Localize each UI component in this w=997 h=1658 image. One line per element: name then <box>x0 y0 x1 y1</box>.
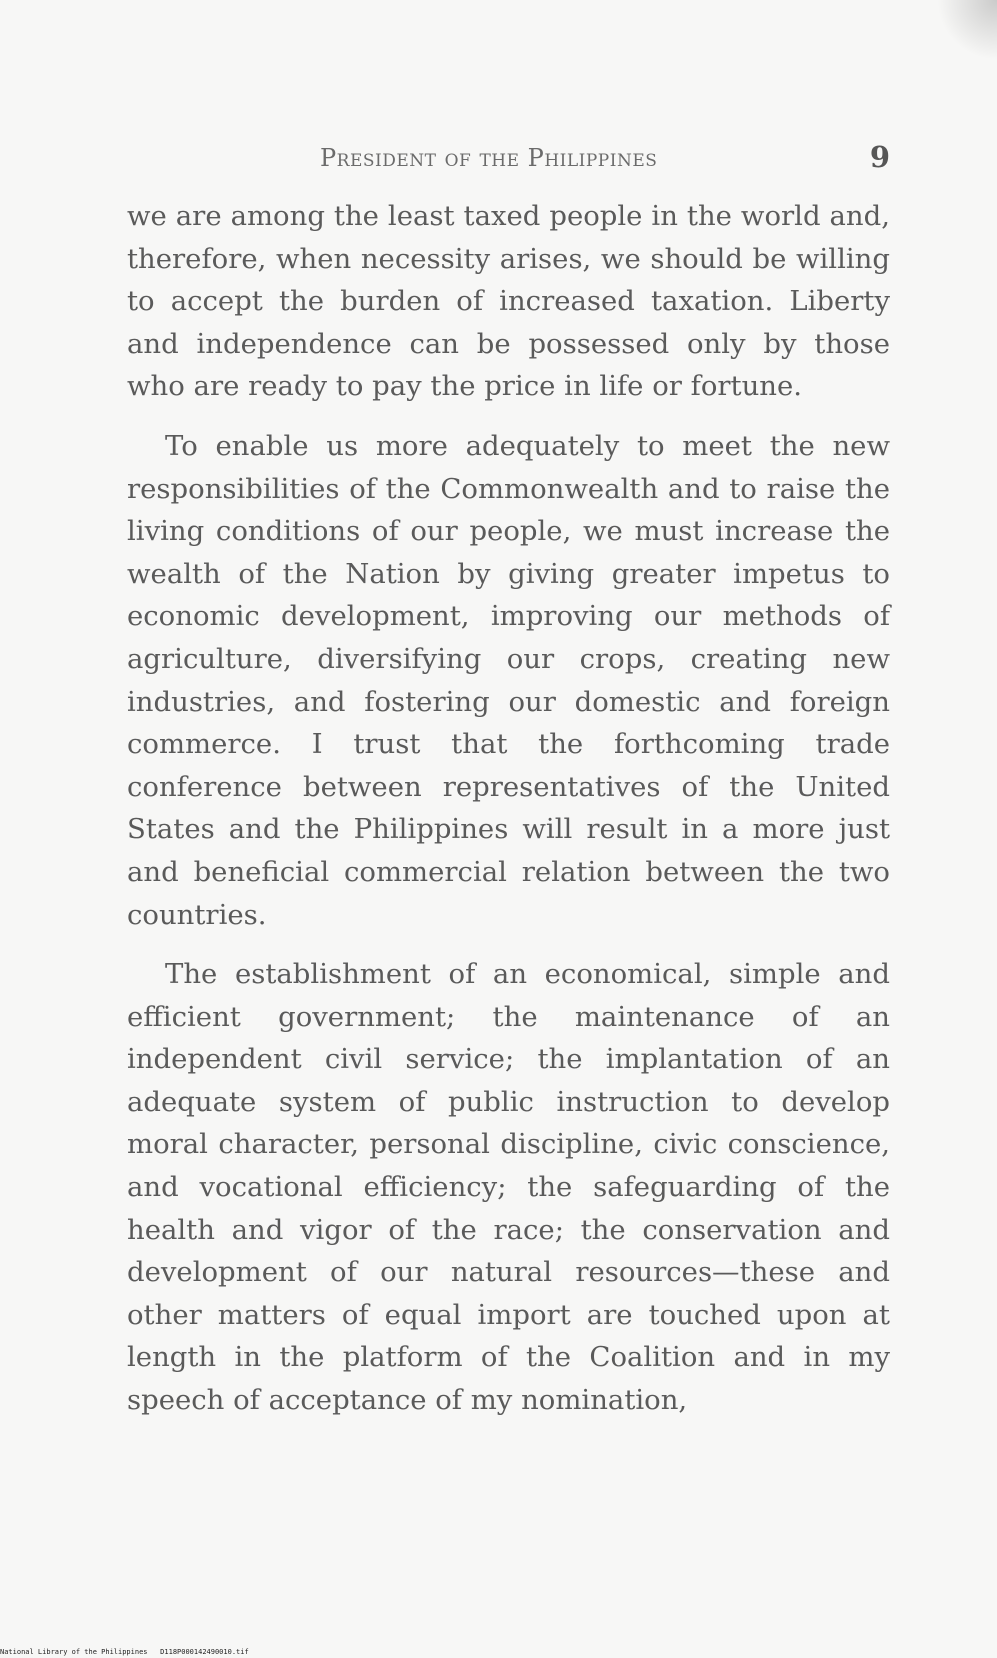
page-number: 9 <box>869 140 890 174</box>
paragraph-economic-development: To enable us more adequately to meet the new responsibilities of the Commonwealth and to raise the living conditions of our people, we must increase the wealth of the Nation by giving greater impetus to economic development, improving our methods of agriculture, diversifying our crops, creating new industries, and fostering our domestic and foreign commerce. I trust that the forthcoming trade conference between representatives of the United States and the Philippines will result in a more just and beneficial commercial relation between the two countries. <box>127 429 890 931</box>
scan-source: National Library of the Philippines <box>0 1648 148 1656</box>
paragraph-government-platform: The establishment of an economical, simple and efficient government; the maintenance of an independent civil service; the implantation of an adequate system of public instruction to develop moral character, personal discipline, civic conscience, and vocational efficiency; the safeguarding of the health and vigor of the race; the conservation and development of our natural resources—these and other matters of equal import are touched upon at length in the platform of the Coalition and in my speech of acceptance of my nomination, <box>127 958 890 1417</box>
running-head <box>130 140 890 180</box>
body-text <box>127 195 890 1439</box>
scan-footer <box>0 1648 249 1656</box>
scan-edge-shadow <box>937 0 997 60</box>
paragraph-continued: we are among the least taxed people in the world and, therefore, when necessity arises, we should be willing to accept the burden of increased taxation. Liberty and independence can be possessed only by those who are ready to pay the price in life or fortune. <box>127 200 890 403</box>
scan-file-id: D118P000142490010.tif <box>160 1648 249 1656</box>
running-head-title: President of the Philippines <box>320 144 658 172</box>
